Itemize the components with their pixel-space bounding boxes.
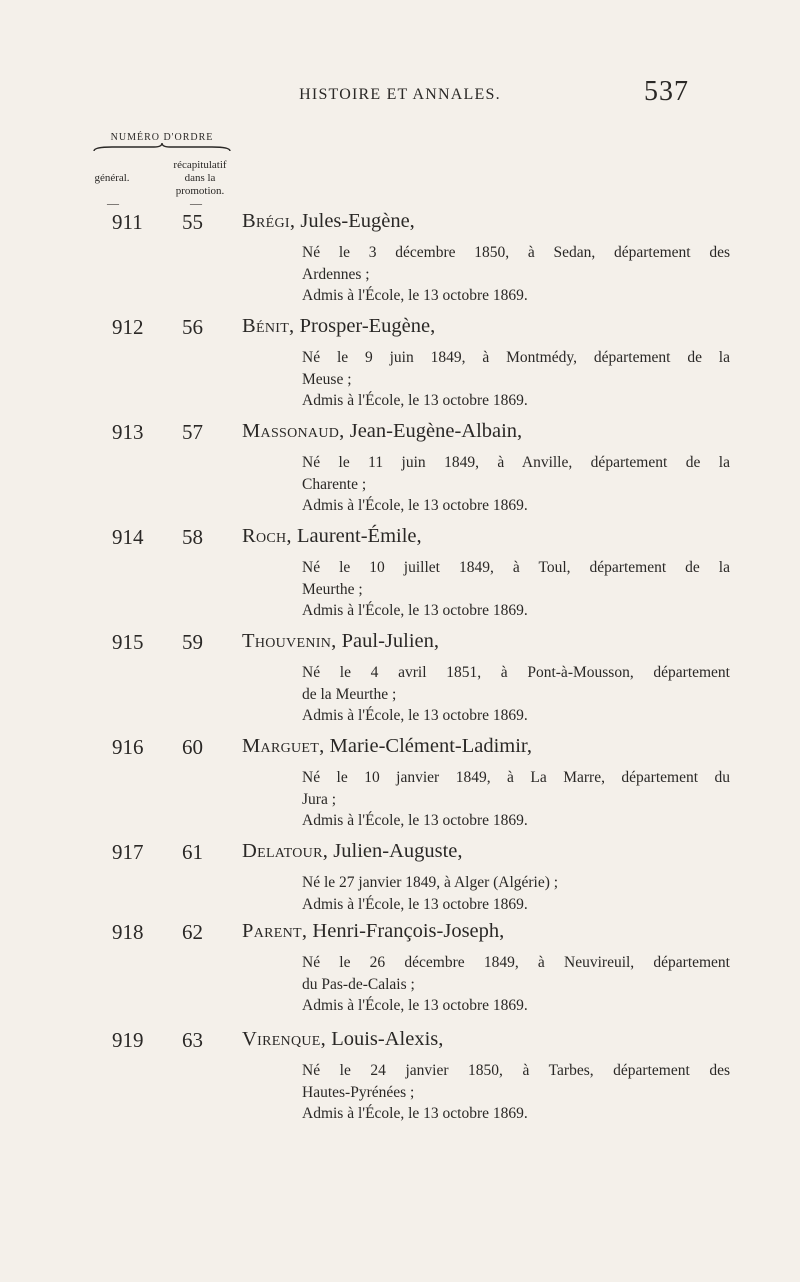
person-name	[242, 525, 422, 548]
entry-details	[260, 452, 730, 517]
given-names: Julien-Auguste,	[333, 840, 463, 862]
promotion-number: 60	[182, 735, 203, 759]
general-number: 914	[112, 525, 144, 549]
entry-details	[260, 347, 730, 412]
given-names: Henri-François-Joseph,	[312, 920, 505, 942]
person-name	[242, 420, 522, 443]
page-number: 537	[644, 76, 689, 107]
admission-info: Admis à l'École, le 13 octobre 1869.	[302, 497, 528, 514]
entry-details	[260, 952, 730, 1017]
general-number: 916	[112, 735, 144, 759]
promotion-number: 57	[182, 420, 203, 444]
admission-info: Admis à l'École, le 13 octobre 1869.	[302, 287, 528, 304]
entry-details	[260, 557, 730, 622]
promotion-number: 55	[182, 210, 203, 234]
surname: Thouvenin,	[242, 630, 337, 652]
promotion-number: 61	[182, 840, 203, 864]
person-name	[242, 630, 439, 653]
admission-info: Admis à l'École, le 13 octobre 1869.	[302, 392, 528, 409]
admission-info: Admis à l'École, le 13 octobre 1869.	[302, 895, 528, 913]
general-number: 915	[112, 630, 144, 654]
admission-info: Admis à l'École, le 13 octobre 1869.	[302, 602, 528, 619]
admission-info: Admis à l'École, le 13 octobre 1869.	[302, 997, 528, 1014]
general-number: 917	[112, 840, 144, 864]
surname: Roch,	[242, 525, 292, 547]
given-names: Jean-Eugène-Albain,	[349, 420, 523, 442]
promotion-number: 63	[182, 1028, 203, 1052]
person-name	[242, 315, 435, 338]
birth-info: Né le 4 avril 1851, à Pont-à-Mousson, département de la Meurthe ;	[302, 664, 730, 703]
person-name	[242, 920, 504, 943]
person-name	[242, 840, 463, 863]
person-name	[242, 735, 532, 758]
admission-info: Admis à l'École, le 13 octobre 1869.	[302, 1105, 528, 1122]
entry-details	[260, 767, 730, 832]
general-number: 919	[112, 1028, 144, 1052]
birth-info: Né le 26 décembre 1849, à Neuvireuil, département du Pas-de-Calais ;	[302, 954, 730, 993]
promotion-number: 56	[182, 315, 203, 339]
birth-info: Né le 3 décembre 1850, à Sedan, département des Ardennes ;	[302, 244, 730, 283]
birth-info: Né le 24 janvier 1850, à Tarbes, département des Hautes-Pyrénées ;	[302, 1062, 730, 1101]
surname: Parent,	[242, 920, 308, 942]
column-recap-label: récapitulatif dans la promotion.	[173, 159, 227, 197]
given-names: Laurent-Émile,	[296, 525, 422, 547]
given-names: Jules-Eugène,	[300, 210, 415, 232]
promotion-number: 58	[182, 525, 203, 549]
entry-details	[260, 1060, 730, 1125]
admission-info: Admis à l'École, le 13 octobre 1869.	[302, 812, 528, 829]
promotion-number: 62	[182, 920, 203, 944]
surname: Virenque,	[242, 1028, 327, 1050]
general-number: 913	[112, 420, 144, 444]
running-title: HISTOIRE ET ANNALES.	[299, 86, 501, 103]
column-dash: —	[190, 196, 202, 210]
birth-info: Né le 27 janvier 1849, à Alger (Algérie) ;	[302, 874, 559, 891]
surname: Marguet,	[242, 735, 325, 757]
surname: Delatour,	[242, 840, 329, 862]
general-number: 918	[112, 920, 144, 944]
column-general-label: général.	[94, 172, 130, 184]
promotion-number: 59	[182, 630, 203, 654]
birth-info: Né le 9 juin 1849, à Montmédy, département de la Meuse ;	[302, 349, 730, 388]
birth-info: Né le 10 janvier 1849, à La Marre, département du Jura ;	[302, 769, 730, 808]
entry-details	[260, 242, 730, 307]
given-names: Prosper-Eugène,	[299, 315, 436, 337]
column-dash: —	[107, 196, 119, 210]
given-names: Louis-Alexis,	[331, 1028, 444, 1050]
surname: Bénit,	[242, 315, 295, 337]
column-group-label: NUMÉRO D'ORDRE	[110, 132, 214, 143]
given-names: Marie-Clément-Ladimir,	[329, 735, 533, 757]
general-number: 912	[112, 315, 144, 339]
brace-icon	[92, 141, 232, 153]
entry-details	[260, 662, 730, 727]
admission-info: Admis à l'École, le 13 octobre 1869.	[302, 707, 528, 724]
entry-details	[260, 872, 730, 915]
general-number: 911	[112, 210, 143, 234]
surname: Massonaud,	[242, 420, 345, 442]
given-names: Paul-Julien,	[341, 630, 440, 652]
birth-info: Né le 11 juin 1849, à Anville, département de la Charente ;	[302, 454, 730, 493]
birth-info: Né le 10 juillet 1849, à Toul, département de la Meurthe ;	[302, 559, 730, 598]
person-name	[242, 210, 415, 233]
person-name	[242, 1028, 443, 1051]
surname: Brégi,	[242, 210, 296, 232]
